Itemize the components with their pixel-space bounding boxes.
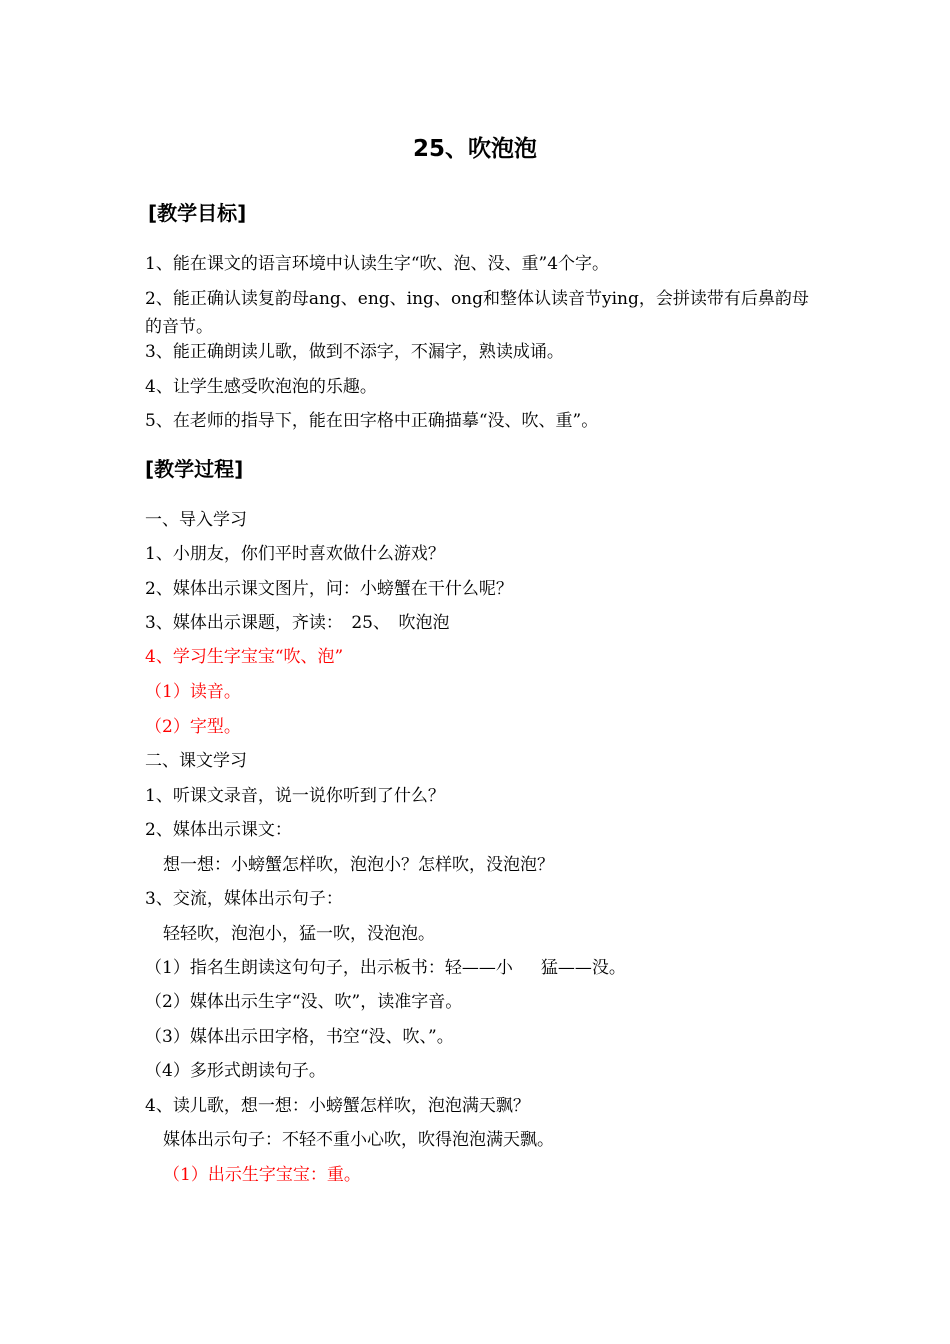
goal-item-3: 3、能正确朗读儿歌，做到不添字，不漏字，熟读成诵。: [145, 342, 564, 362]
process-subitem-highlight: （1）出示生字宝宝：重。: [163, 1165, 361, 1185]
process-item: 3、交流，媒体出示句子：: [145, 889, 343, 909]
goal-item-1: 1、能在课文的语言环境中认读生字“吹、泡、没、重”4个字。: [145, 254, 610, 274]
process-subitem: （4）多形式朗读句子。: [145, 1061, 326, 1081]
process-subitem: [145, 955, 626, 981]
section-intro: 一、导入学习: [145, 510, 247, 530]
page-title: 25、吹泡泡: [412, 136, 537, 162]
process-subitem: （3）媒体出示田字格，书空“没、吹、”。: [145, 1027, 454, 1047]
process-heading: [教学过程]: [145, 457, 244, 481]
process-item: 1、听课文录音，说一说你听到了什么？: [145, 786, 445, 806]
goals-heading: [教学目标]: [148, 201, 247, 225]
board-note: 猛——没。: [540, 958, 626, 978]
section-text-study: 二、课文学习: [145, 751, 247, 771]
process-item-highlight: 4、学习生字宝宝“吹、泡”: [145, 647, 344, 667]
process-subitem-text: （1）指名生朗读这句句子，出示板书：轻——小: [145, 958, 513, 978]
process-item: 3、媒体出示课题，齐读： 25、 吹泡泡: [145, 613, 450, 633]
process-text-quote: 媒体出示句子：不轻不重小心吹，吹得泡泡满天飘。: [163, 1130, 554, 1150]
goal-item-5: 5、在老师的指导下，能在田字格中正确描摹“没、吹、重”。: [145, 411, 599, 431]
process-item: 4、读儿歌，想一想：小螃蟹怎样吹，泡泡满天飘？: [145, 1096, 530, 1116]
process-text-quote: 轻轻吹，泡泡小，猛一吹，没泡泡。: [163, 924, 435, 944]
process-subitem-highlight: （2）字型。: [145, 717, 241, 737]
process-subitem: （2）媒体出示生字“没、吹”，读准字音。: [145, 992, 463, 1012]
process-item: 1、小朋友，你们平时喜欢做什么游戏？: [145, 544, 445, 564]
process-item: 2、媒体出示课文：: [145, 820, 292, 840]
goal-item-4: 4、让学生感受吹泡泡的乐趣。: [145, 377, 377, 397]
process-subitem-highlight: （1）读音。: [145, 682, 241, 702]
goal-item-2: 2、能正确认读复韵母ang、eng、ing、ong和整体认读音节ying，会拼读带有后鼻韵母的音节。: [145, 289, 809, 337]
process-text-quote: 想一想：小螃蟹怎样吹，泡泡小？怎样吹，没泡泡？: [163, 855, 554, 875]
process-item: 2、媒体出示课文图片，问：小螃蟹在干什么呢？: [145, 579, 513, 599]
